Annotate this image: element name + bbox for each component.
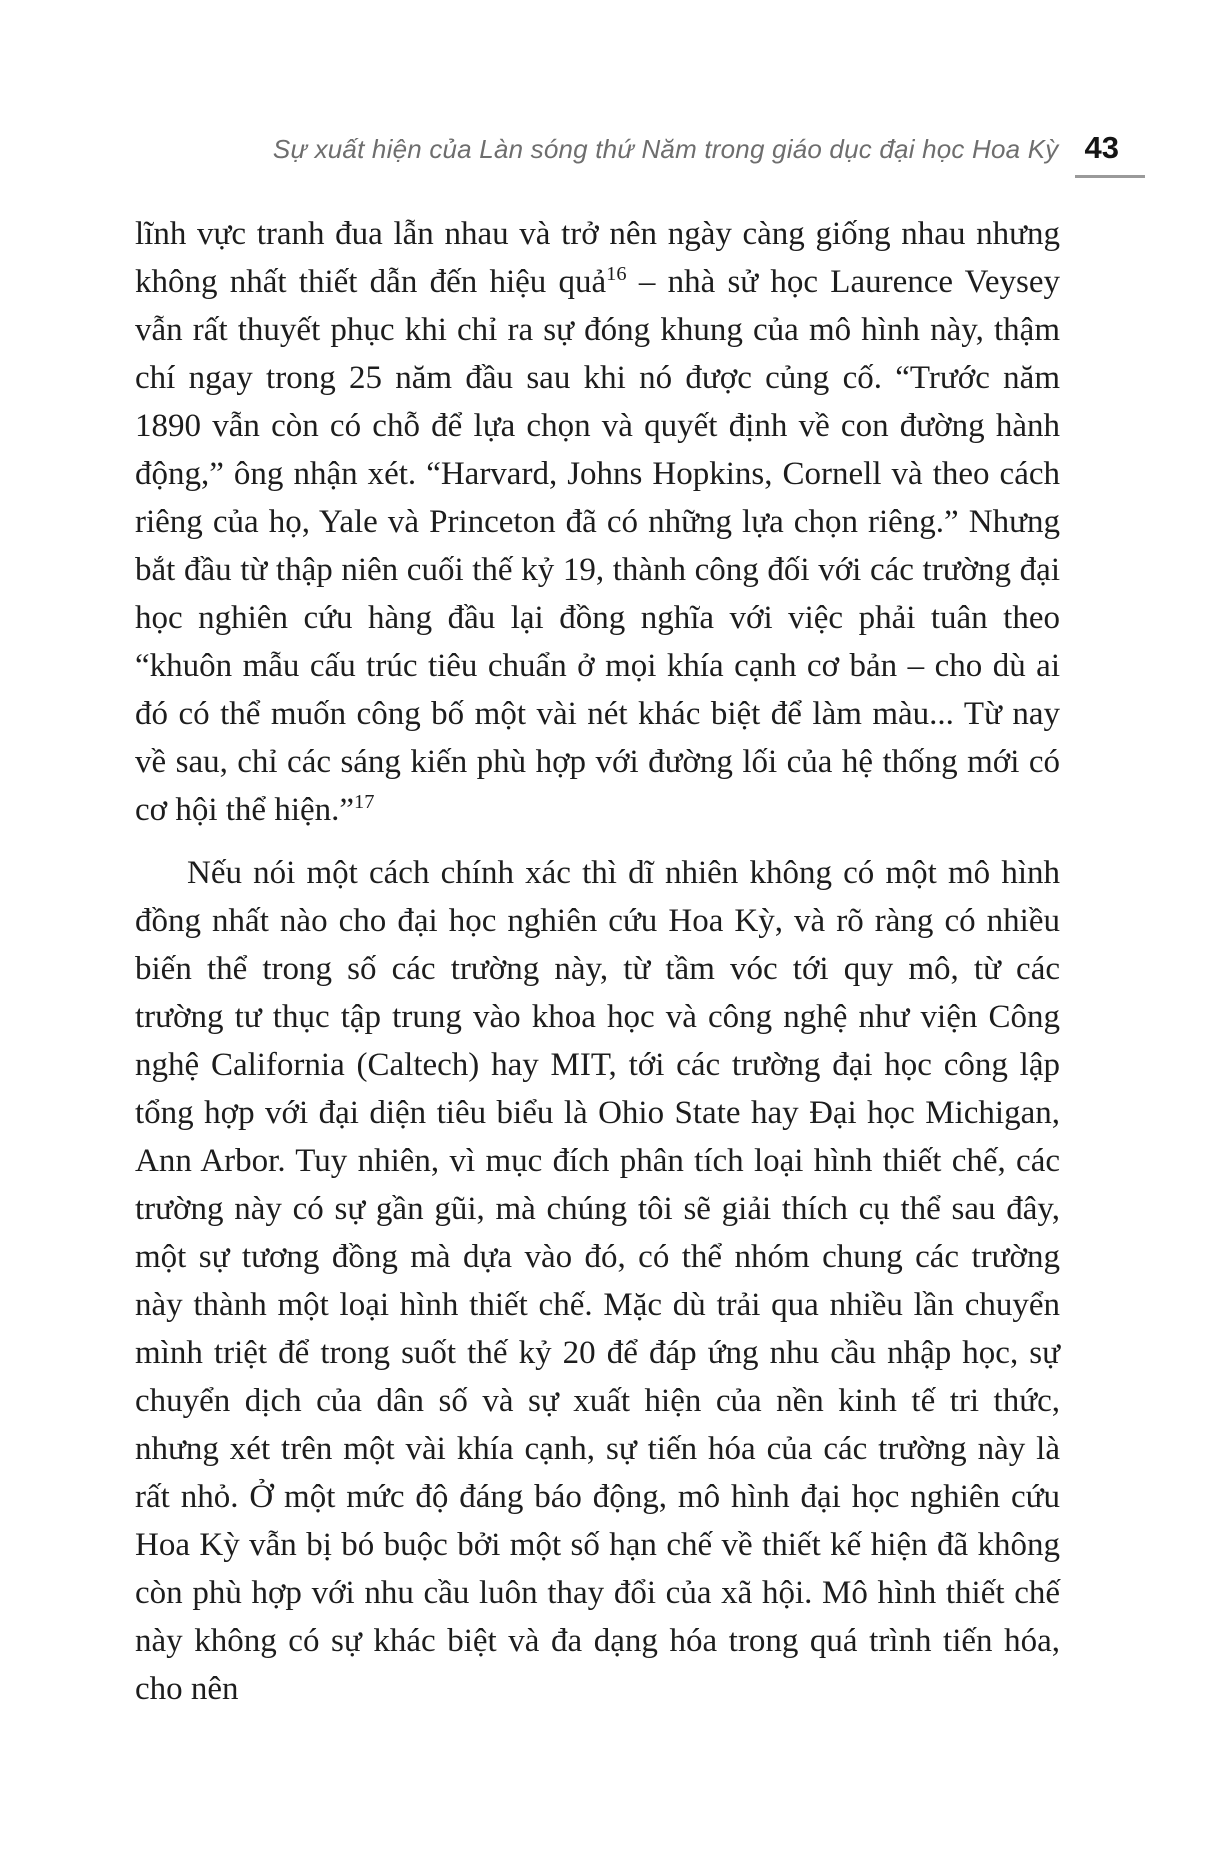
page-body (135, 210, 1060, 1713)
running-head-title: Sự xuất hiện của Làn sóng thứ Năm trong giáo dục đại học Hoa Kỳ (272, 134, 1059, 164)
paragraph-1 (135, 210, 1060, 834)
paragraph-1-text-end: – nhà sử học Laurence Veysey vẫn rất thuyết phục khi chỉ ra sự đóng khung của mô hình này, thậm chí ngay trong 25 năm đầu sau khi nó được củng cố. “Trước năm 1890 vẫn còn có chỗ để lựa chọn và quyết định về con đường hành động,” ông nhận xét. “Harvard, Johns Hopkins, Cornell và theo cách riêng của họ, Yale và Princeton đã có những lựa chọn riêng.” Nhưng bắt đầu từ thập niên cuối thế kỷ 19, thành công đối với các trường đại học nghiên cứu hàng đầu lại đồng nghĩa với việc phải tuân theo “khuôn mẫu cấu trúc tiêu chuẩn ở mọi khía cạnh cơ bản – cho dù ai đó có thể muốn công bố một vài nét khác biệt để làm màu... Từ nay về sau, chỉ các sáng kiến phù hợp với đường lối của hệ thống mới có cơ hội thể hiện.” (135, 264, 1060, 828)
paragraph-1-text-start: lĩnh vực tranh đua lẫn nhau và trở nên ngày càng giống nhau nhưng không nhất thiết dẫn đến hiệu quả (135, 216, 1060, 300)
page-header (273, 130, 1145, 178)
page-number: 43 (1084, 130, 1119, 165)
footnote-ref-17: 17 (354, 791, 375, 813)
page-number-underline (1075, 130, 1145, 178)
paragraph-2-text: Nếu nói một cách chính xác thì dĩ nhiên không có một mô hình đồng nhất nào cho đại học nghiên cứu Hoa Kỳ, và rõ ràng có nhiều biến thể trong số các trường này, từ tầm vóc tới quy mô, từ các trường tư thục tập trung vào khoa học và công nghệ như viện Công nghệ California (Caltech) hay MIT, tới các trường đại học công lập tổng hợp với đại diện tiêu biểu là Ohio State hay Đại học Michigan, Ann Arbor. Tuy nhiên, vì mục đích phân tích loại hình thiết chế, các trường này có sự gần gũi, mà chúng tôi sẽ giải thích cụ thể sau đây, một sự tương đồng mà dựa vào đó, có thể nhóm chung các trường này thành một loại hình thiết chế. Mặc dù trải qua nhiều lần chuyển mình triệt để trong suốt thế kỷ 20 để đáp ứng nhu cầu nhập học, sự chuyển dịch của dân số và sự xuất hiện của nền kinh tế tri thức, nhưng xét trên một vài khía cạnh, sự tiến hóa của các trường này là rất nhỏ. Ở một mức độ đáng báo động, mô hình đại học nghiên cứu Hoa Kỳ vẫn bị bó buộc bởi một số hạn chế về thiết kế hiện đã không còn phù hợp với nhu cầu luôn thay đổi của xã hội. Mô hình thiết chế này không có sự khác biệt và đa dạng hóa trong quá trình tiến hóa, cho nên (135, 855, 1060, 1707)
footnote-ref-16: 16 (606, 263, 627, 285)
paragraph-2 (135, 849, 1060, 1713)
